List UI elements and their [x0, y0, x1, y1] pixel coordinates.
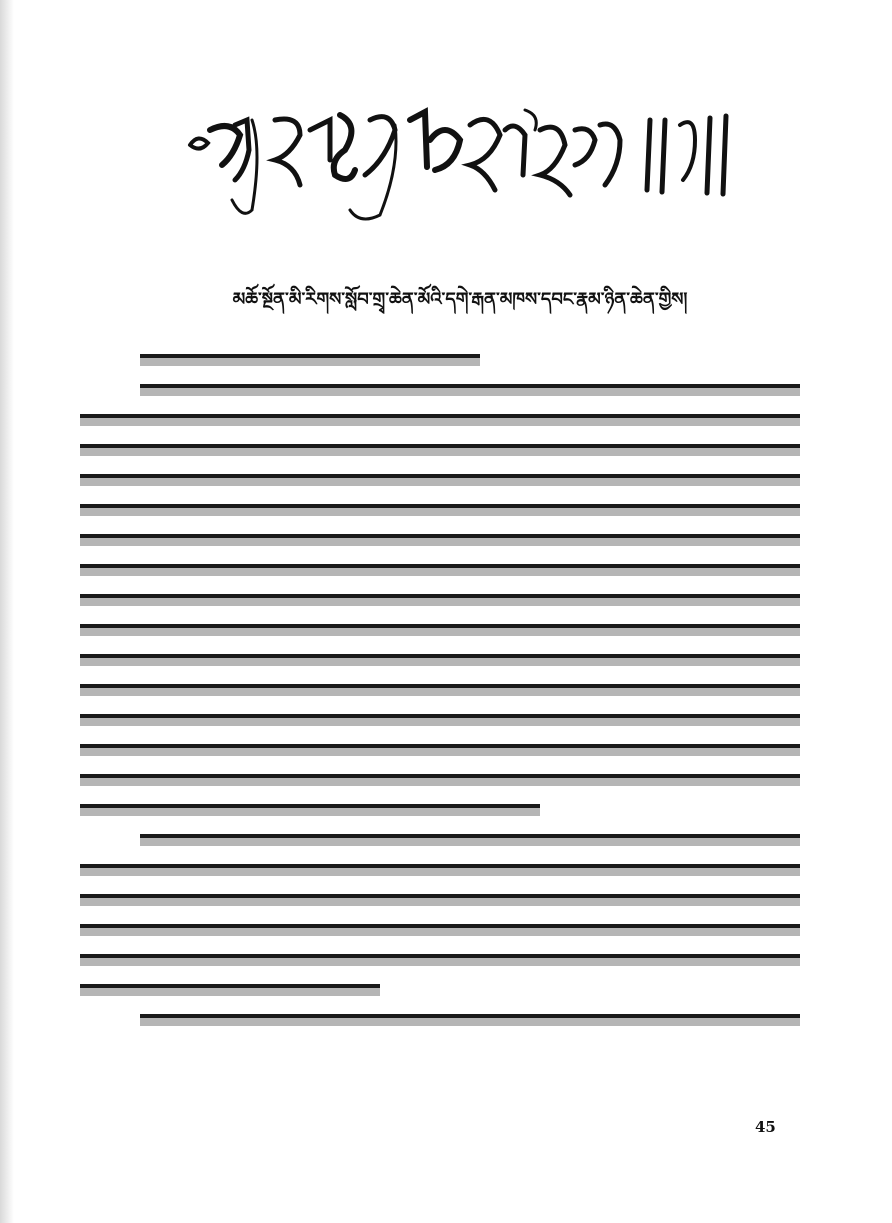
document-subtitle: མཆོ་སྔོན་མི་རིགས་སློབ་གྲྭ་ཆེན་མོའི་དགེ་རྒན་མཁས་དབང་རྣམ་ཉིན་ཆེན་གྱིས།: [232, 289, 688, 310]
scan-edge-shadow: [0, 0, 14, 1223]
calligraphy-title-image: [180, 100, 740, 230]
body-text-image: [80, 340, 820, 1080]
page-number: 45: [755, 1118, 776, 1136]
